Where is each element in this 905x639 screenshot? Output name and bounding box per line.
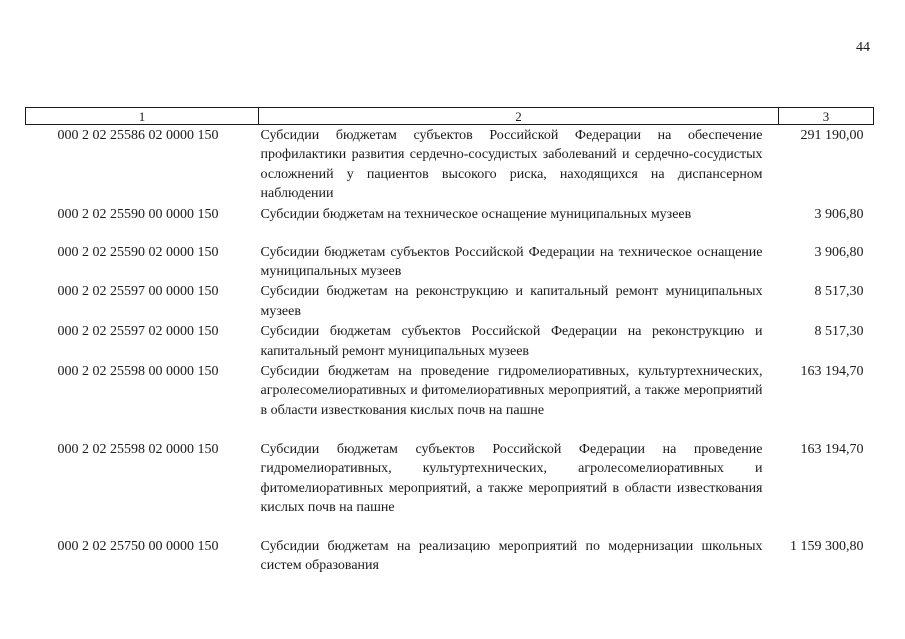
row-description: Субсидии бюджетам на проведение гидромелиоративных, культуртехнических, агролесомелиоративных и фитомелиоративных мероприятий, а также мероприятий в области известкования кислых почв на пашне bbox=[260, 364, 763, 418]
row-amount: 1 159 300,80 bbox=[790, 539, 864, 555]
row-amount: 291 190,00 bbox=[800, 128, 864, 143]
table-row bbox=[26, 204, 874, 242]
row-amount: 8 517,30 bbox=[814, 284, 864, 300]
page-number: 44 bbox=[856, 40, 870, 55]
row-code: 000 2 02 25597 02 0000 150 bbox=[57, 324, 219, 340]
column-header-description: 2 bbox=[259, 108, 779, 125]
row-amount: 3 906,80 bbox=[814, 206, 864, 222]
row-amount: 3 906,80 bbox=[814, 244, 864, 260]
table-row bbox=[26, 321, 874, 361]
table-row bbox=[26, 125, 874, 204]
row-code: 000 2 02 25750 00 0000 150 bbox=[57, 539, 219, 555]
row-code: 000 2 02 25597 00 0000 150 bbox=[57, 284, 219, 300]
row-amount: 163 194,70 bbox=[800, 364, 864, 380]
row-description: Субсидии бюджетам субъектов Российской Федерации на обеспечение профилактики развития сердечно-сосудистых заболеваний и сердечно-сосудистых осложнений у пациентов высокого риска, находящихся на диспансерном наблюдении bbox=[260, 128, 763, 202]
row-description: Субсидии бюджетам на техническое оснащение муниципальных музеев bbox=[260, 206, 692, 222]
row-code: 000 2 02 25586 02 0000 150 bbox=[57, 128, 219, 143]
row-description: Субсидии бюджетам на реконструкцию и капитальный ремонт муниципальных музеев bbox=[260, 284, 763, 319]
row-code: 000 2 02 25590 00 0000 150 bbox=[57, 206, 219, 222]
row-description: Субсидии бюджетам на реализацию мероприятий по модернизации школьных систем образования bbox=[260, 539, 763, 574]
row-description: Субсидии бюджетам субъектов Российской Федерации на реконструкцию и капитальный ремонт муниципальных музеев bbox=[260, 324, 763, 359]
budget-table bbox=[25, 107, 874, 576]
row-code: 000 2 02 25590 02 0000 150 bbox=[57, 244, 219, 260]
column-header-code: 1 bbox=[26, 108, 259, 125]
table-header-row bbox=[26, 108, 874, 125]
row-code: 000 2 02 25598 02 0000 150 bbox=[57, 442, 219, 458]
row-description: Субсидии бюджетам субъектов Российской Федерации на проведение гидромелиоративных, культуртехнических, агролесомелиоративных и фитомелиоративных мероприятий, а также мероприятий в области известкования кислых почв на пашне bbox=[260, 442, 763, 516]
row-description: Субсидии бюджетам субъектов Российской Федерации на техническое оснащение муниципальных музеев bbox=[260, 244, 763, 280]
table-row bbox=[26, 536, 874, 576]
row-code: 000 2 02 25598 00 0000 150 bbox=[57, 364, 219, 380]
table-row bbox=[26, 361, 874, 439]
row-amount: 8 517,30 bbox=[814, 324, 864, 340]
table-row bbox=[26, 242, 874, 282]
column-header-amount: 3 bbox=[779, 108, 874, 125]
table-row bbox=[26, 439, 874, 536]
table-row bbox=[26, 281, 874, 321]
row-amount: 163 194,70 bbox=[800, 442, 864, 458]
